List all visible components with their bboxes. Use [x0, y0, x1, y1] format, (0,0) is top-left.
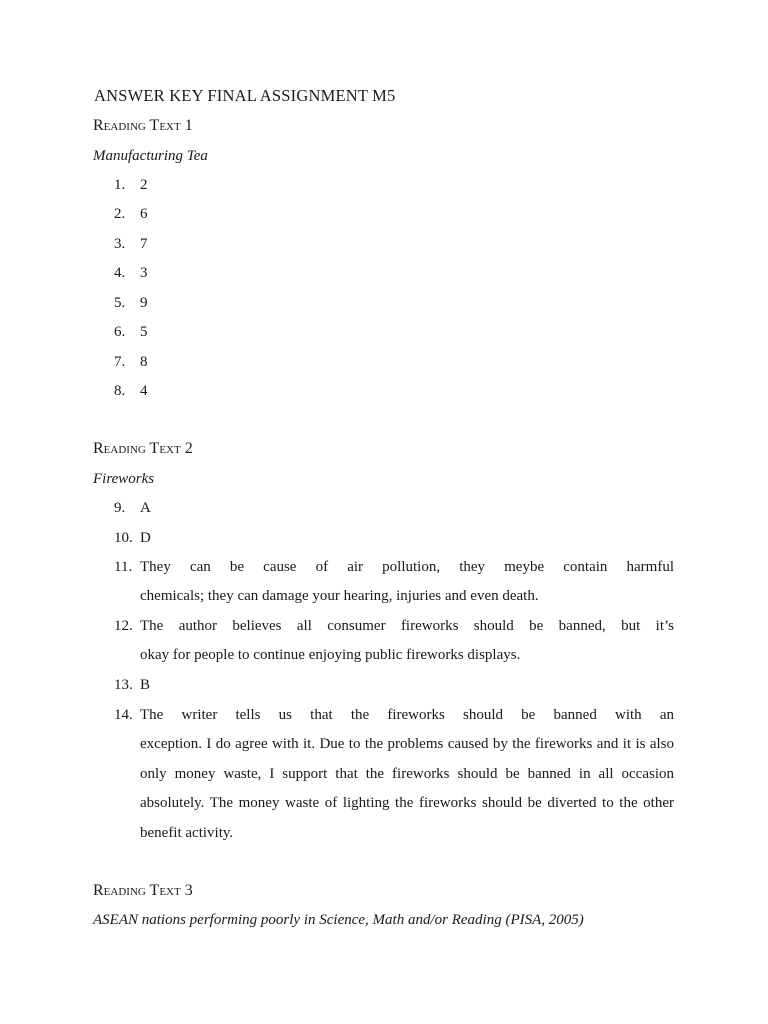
item-answer: 9: [140, 295, 148, 311]
reading-text-3-subtitle: ASEAN nations performing poorly in Science, Math and/or Reading (PISA, 2005): [93, 912, 584, 928]
document-title: ANSWER KEY FINAL ASSIGNMENT M5: [94, 86, 396, 105]
item-number: 9.: [114, 500, 126, 516]
item-number: 3.: [114, 236, 126, 252]
item-answer: 8: [140, 354, 148, 370]
item-answer: 7: [140, 236, 148, 252]
item-number: 14.: [114, 707, 133, 723]
reading-text-1-subtitle: Manufacturing Tea: [93, 148, 208, 164]
item-answer: 3: [140, 265, 148, 281]
item-number: 13.: [114, 677, 133, 693]
reading-text-3-heading: Reading Text 3: [93, 882, 193, 899]
item-number: 11.: [114, 559, 133, 575]
item-number: 1.: [114, 177, 126, 193]
item-answer: 2: [140, 177, 148, 193]
item-answer-continuation: exception. I do agree with it. Due to the problems caused by the fireworks and it is also only money waste, I support that the fireworks should be banned in all occasion absolutely. The money waste of lighting the fireworks should be diverted to the other benefit activity.: [140, 736, 674, 841]
item-answer-first-line: They can be cause of air pollution, they meybe contain harmful: [140, 559, 674, 575]
reading-text-2-heading: Reading Text 2: [93, 440, 193, 457]
reading-text-1-heading: Reading Text 1: [93, 117, 193, 134]
item-answer-continuation: okay for people to continue enjoying public fireworks displays.: [140, 647, 521, 663]
item-number: 10.: [114, 530, 133, 546]
item-answer: B: [140, 677, 151, 693]
item-number: 2.: [114, 206, 126, 222]
item-answer-first-line: The writer tells us that the fireworks should be banned with an: [140, 707, 674, 723]
item-number: 4.: [114, 265, 126, 281]
item-number: 5.: [114, 295, 126, 311]
item-answer-continuation: chemicals; they can damage your hearing, injuries and even death.: [140, 588, 539, 604]
item-answer: 5: [140, 324, 148, 340]
item-answer: D: [140, 530, 151, 546]
item-number: 8.: [114, 383, 126, 399]
item-number: 6.: [114, 324, 126, 340]
reading-text-2-subtitle: Fireworks: [93, 471, 155, 487]
item-number: 7.: [114, 354, 126, 370]
item-answer: 4: [140, 383, 148, 399]
item-answer-first-line: The author believes all consumer fireworks should be banned, but it’s: [140, 618, 674, 634]
item-number: 12.: [114, 618, 133, 634]
item-answer: 6: [140, 206, 148, 222]
item-answer: A: [140, 500, 151, 516]
